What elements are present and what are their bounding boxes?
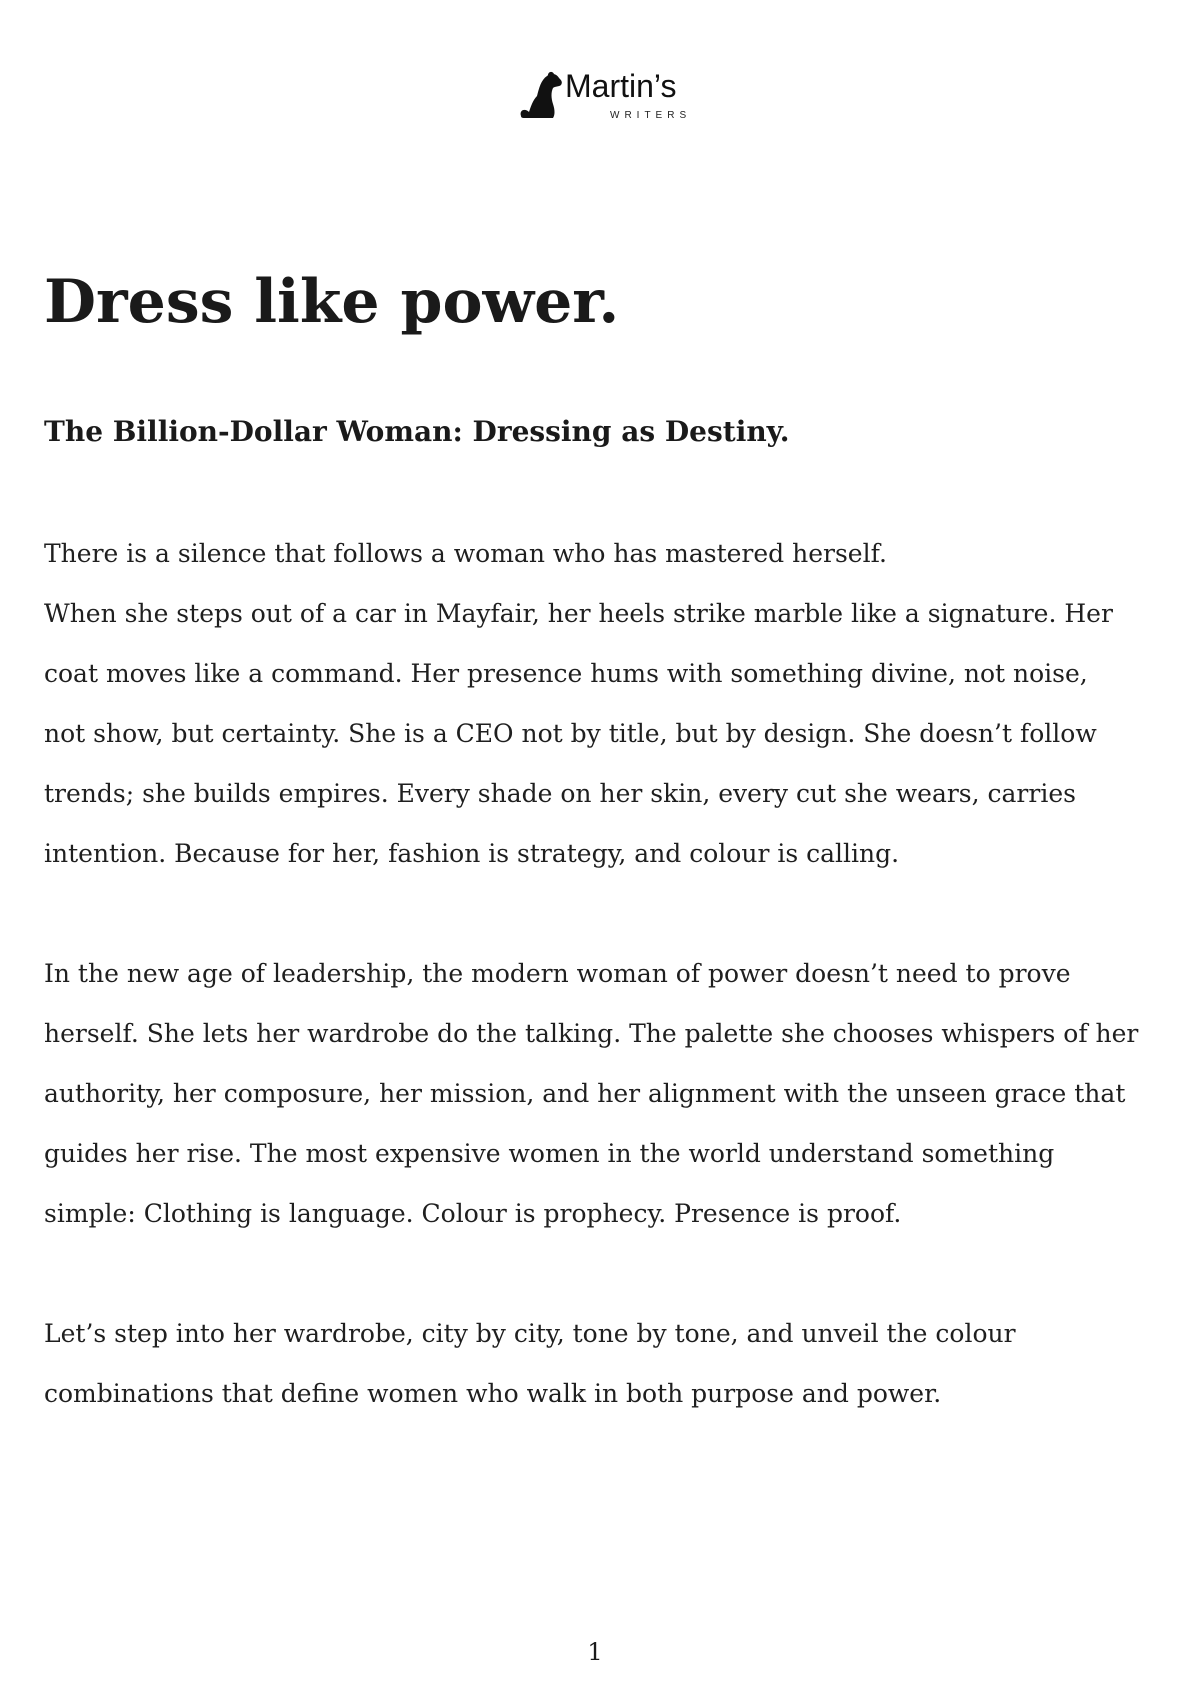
text-line: simple: Clothing is language. Colour is prophecy. Presence is proof. xyxy=(44,1199,902,1228)
text-line: Let’s step into her wardrobe, city by city, tone by tone, and unveil the colour xyxy=(44,1319,1016,1348)
text-line: There is a silence that follows a woman who has mastered herself. xyxy=(44,539,887,568)
paragraph xyxy=(44,524,1154,884)
paragraph xyxy=(44,1304,1154,1424)
logo xyxy=(517,68,692,124)
text-line: When she steps out of a car in Mayfair, her heels strike marble like a signature. Her xyxy=(44,599,1113,628)
logo-name: Martin’s xyxy=(565,68,677,104)
page-number: 1 xyxy=(587,1638,603,1666)
page-title: Dress like power. xyxy=(44,267,620,337)
text-line: trends; she builds empires. Every shade on her skin, every cut she wears, carries xyxy=(44,779,1076,808)
page-subtitle: The Billion-Dollar Woman: Dressing as Destiny. xyxy=(44,415,790,448)
text-line: authority, her composure, her mission, and her alignment with the unseen grace that xyxy=(44,1079,1126,1108)
dog-silhouette-icon xyxy=(517,68,565,120)
logo-subtitle: WRITERS xyxy=(610,110,692,121)
paragraph xyxy=(44,944,1154,1244)
text-line: In the new age of leadership, the modern woman of power doesn’t need to prove xyxy=(44,959,1071,988)
text-line: not show, but certainty. She is a CEO not by title, but by design. She doesn’t follow xyxy=(44,719,1097,748)
text-line: herself. She lets her wardrobe do the talking. The palette she chooses whispers of her xyxy=(44,1019,1139,1048)
text-line: guides her rise. The most expensive women in the world understand something xyxy=(44,1139,1055,1168)
text-line: intention. Because for her, fashion is strategy, and colour is calling. xyxy=(44,839,900,868)
text-line: coat moves like a command. Her presence hums with something divine, not noise, xyxy=(44,659,1088,688)
article-body xyxy=(44,524,1154,1484)
text-line: combinations that define women who walk in both purpose and power. xyxy=(44,1379,942,1408)
